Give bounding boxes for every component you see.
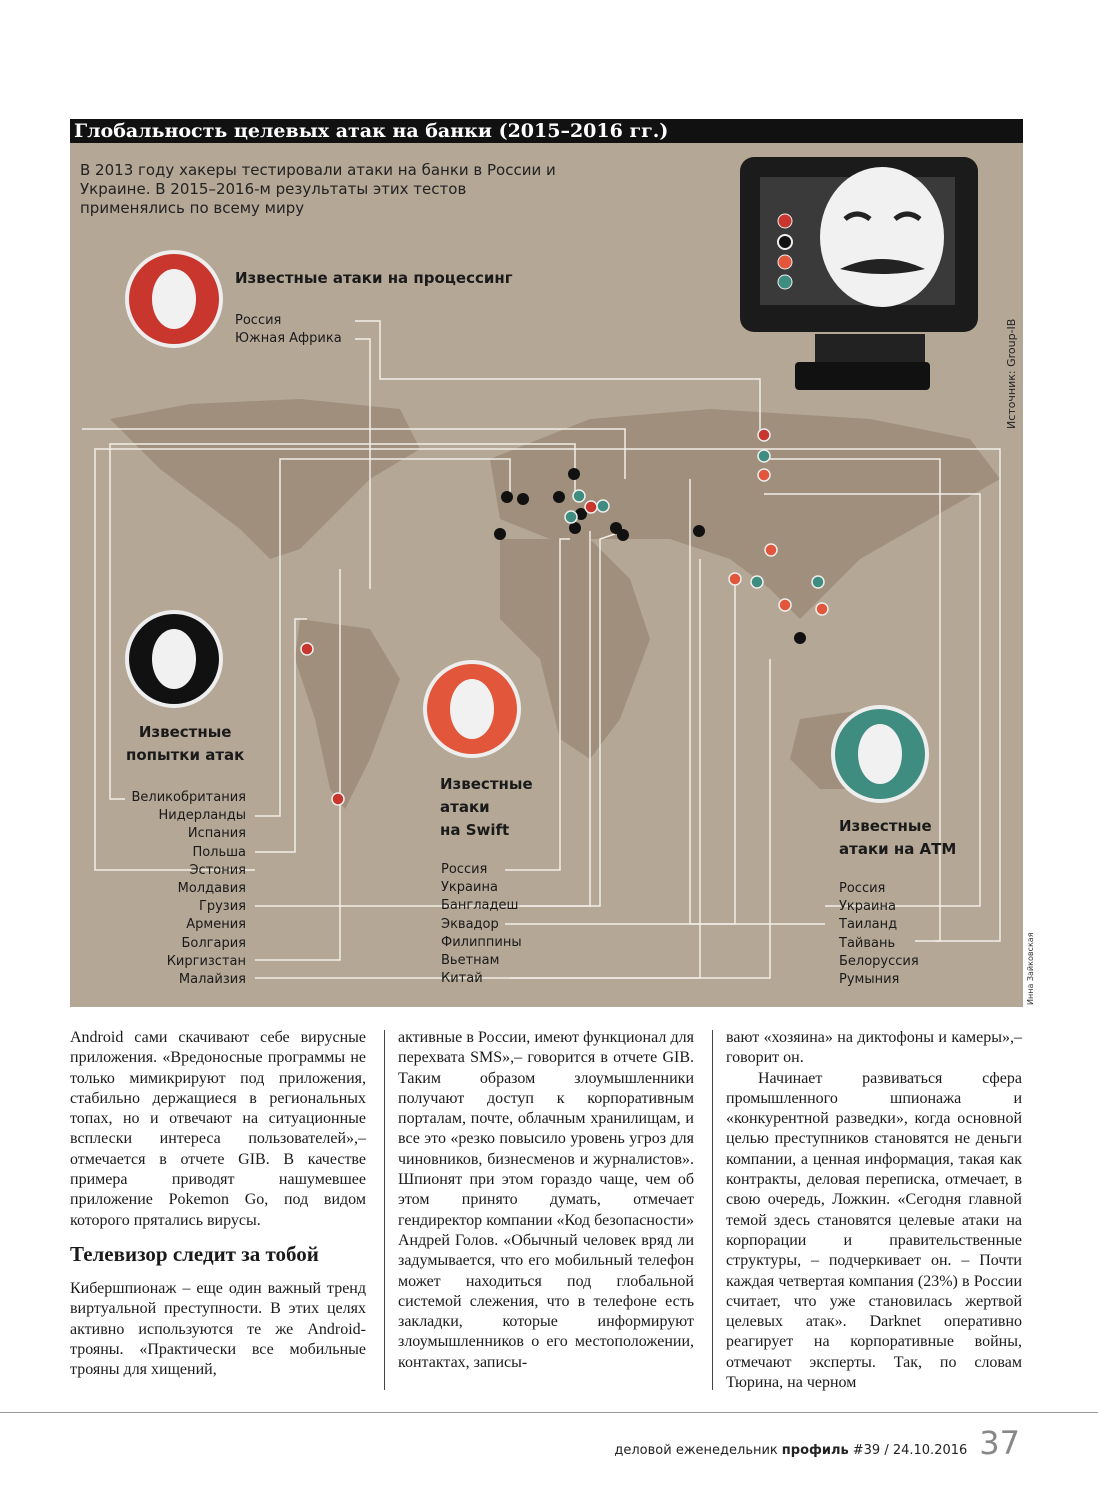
legend-item: Болгария	[181, 935, 246, 951]
legend-item: Россия	[441, 862, 488, 877]
label-line: попытки атак	[126, 746, 245, 764]
column-divider	[712, 1030, 713, 1390]
issue-date: #39 / 24.10.2016	[852, 1443, 968, 1458]
legend-item: Вьетнам	[441, 953, 500, 969]
publication-tagline: деловой еженедельник	[614, 1443, 778, 1458]
source-note: Источник: Group-IB	[1005, 318, 1018, 429]
legend-item: Южная Африка	[235, 331, 342, 347]
label-line: Известные	[138, 723, 232, 741]
paragraph: Кибершпионаж – еще один важный тренд виртуальной преступности. В этих целях активно используются те же Android-трояны. «Практически все мобильные трояны для хищений,	[70, 1279, 366, 1379]
paragraph: вают «хозяина» на диктофоны и камеры»,– говорит он.	[726, 1029, 1022, 1067]
north-america	[110, 399, 420, 559]
section-heading: Телевизор следит за тобой	[70, 1241, 319, 1266]
atm-label	[839, 815, 956, 861]
legend-item: Киргизстан	[166, 953, 246, 969]
legend-item: Таиланд	[839, 917, 898, 933]
legend-item: Испания	[187, 826, 246, 842]
brand-name: профиль	[781, 1443, 849, 1458]
label-line: на Swift	[440, 821, 510, 839]
legend-item: Молдавия	[177, 881, 246, 897]
attempts-list	[110, 789, 246, 989]
illustrator-credit: Инна Зайковская	[1026, 932, 1035, 1005]
africa	[500, 539, 650, 759]
processing-list	[235, 312, 342, 348]
legend-item: Китай	[441, 971, 483, 987]
column-divider	[384, 1030, 385, 1390]
infographic-title: Глобальность целевых атак на банки (2015–2016 гг.)	[70, 119, 1023, 143]
monitor-illustration	[740, 157, 978, 390]
legend-item: Грузия	[198, 899, 246, 915]
label-line: Известные	[839, 817, 932, 835]
legend-item: Украина	[441, 880, 498, 896]
legend-item: Эквадор	[441, 916, 499, 932]
page-number: 37	[979, 1424, 1020, 1462]
swift-label	[440, 773, 533, 842]
legend-item: Россия	[235, 313, 282, 328]
legend-item: Великобритания	[131, 790, 246, 805]
legend-item: Филиппины	[441, 934, 522, 950]
label-line: Известные	[440, 775, 533, 793]
article-column-2	[398, 1028, 694, 1373]
legend-item: Россия	[839, 881, 886, 896]
legend-item: Малайзия	[178, 972, 246, 988]
legend-item: Белоруссия	[839, 953, 919, 969]
infographic	[70, 119, 1023, 1007]
processing-label: Известные атаки на процессинг	[235, 269, 513, 287]
legend-item: Армения	[186, 917, 246, 933]
legend-item: Нидерланды	[158, 808, 246, 824]
legend-item: Эстония	[189, 862, 246, 878]
footer-rule	[0, 1412, 1098, 1413]
legend-item: Румыния	[839, 972, 900, 988]
article-column-1	[70, 1028, 366, 1380]
legend-item: Бангладеш	[441, 898, 519, 914]
paragraph: активные в России, имеют функционал для перехвата SMS»,– говорится в отчете GIB. Таким образом злоумышленники получают доступ к корпоративным порталам, почте, облачным хранилищам, и все это «резко повысило уровень угроз для чиновников, бизнесменов и журналистов». Шпионят при этом гораздо чаще, чем об этом принято думать, отмечает гендиректор компании «Код безопасности» Андрей Голов. «Обычный человек вряд ли задумывается, что его мобильный телефон может находиться под глобальной системой слежения, что в телефоне есть закладки, которые информируют злоумышленников о его местоположении, контактах, записы-	[398, 1029, 694, 1371]
infographic-subtitle: В 2013 году хакеры тестировали атаки на банки в России и Украине. В 2015–2016-м результаты этих тестов применялись по всему миру	[80, 161, 556, 217]
label-line: атаки на АТМ	[839, 840, 957, 858]
legend-item: Украина	[839, 899, 896, 915]
label-line: атаки	[440, 798, 490, 816]
atm-list	[839, 880, 919, 989]
page-footer	[614, 1424, 1020, 1462]
attempts-label	[126, 721, 244, 767]
legend-item: Польша	[192, 844, 246, 860]
legend-item: Тайвань	[839, 935, 896, 951]
article-column-3	[726, 1028, 1022, 1393]
paragraph: Начинает развиваться сфера промышленного шпионажа и «конкурентной разведки», когда основной целью преступников становятся не деньги компании, а ценная информация, такая как контракты, деловая переписка, отмечает, в свою очередь, Ложкин. «Сегодня главной темой здесь становятся целевые атаки на корпорации и правительственные структуры, – подчеркивает он. – Почти каждая четвертая компания (23%) в России считает, что уже становилась жертвой целевых атак». Darknet оперативно реагирует на корпоративные войны, отмечают эксперты. Так, по словам Тюрина, на черном	[726, 1069, 1022, 1392]
paragraph: Android сами скачивают себе вирусные приложения. «Вредоносные программы не только мимикрируют под приложения, стабильно держащиеся в региональных топах, но и отвечают на ситуационные всплески интереса пользователей»,– отмечается в отчете GIB. В качестве примера приводят нашумевшее приложение Pokemon Go, под видом которого прятались вирусы.	[70, 1029, 366, 1229]
swift-list	[441, 861, 522, 988]
